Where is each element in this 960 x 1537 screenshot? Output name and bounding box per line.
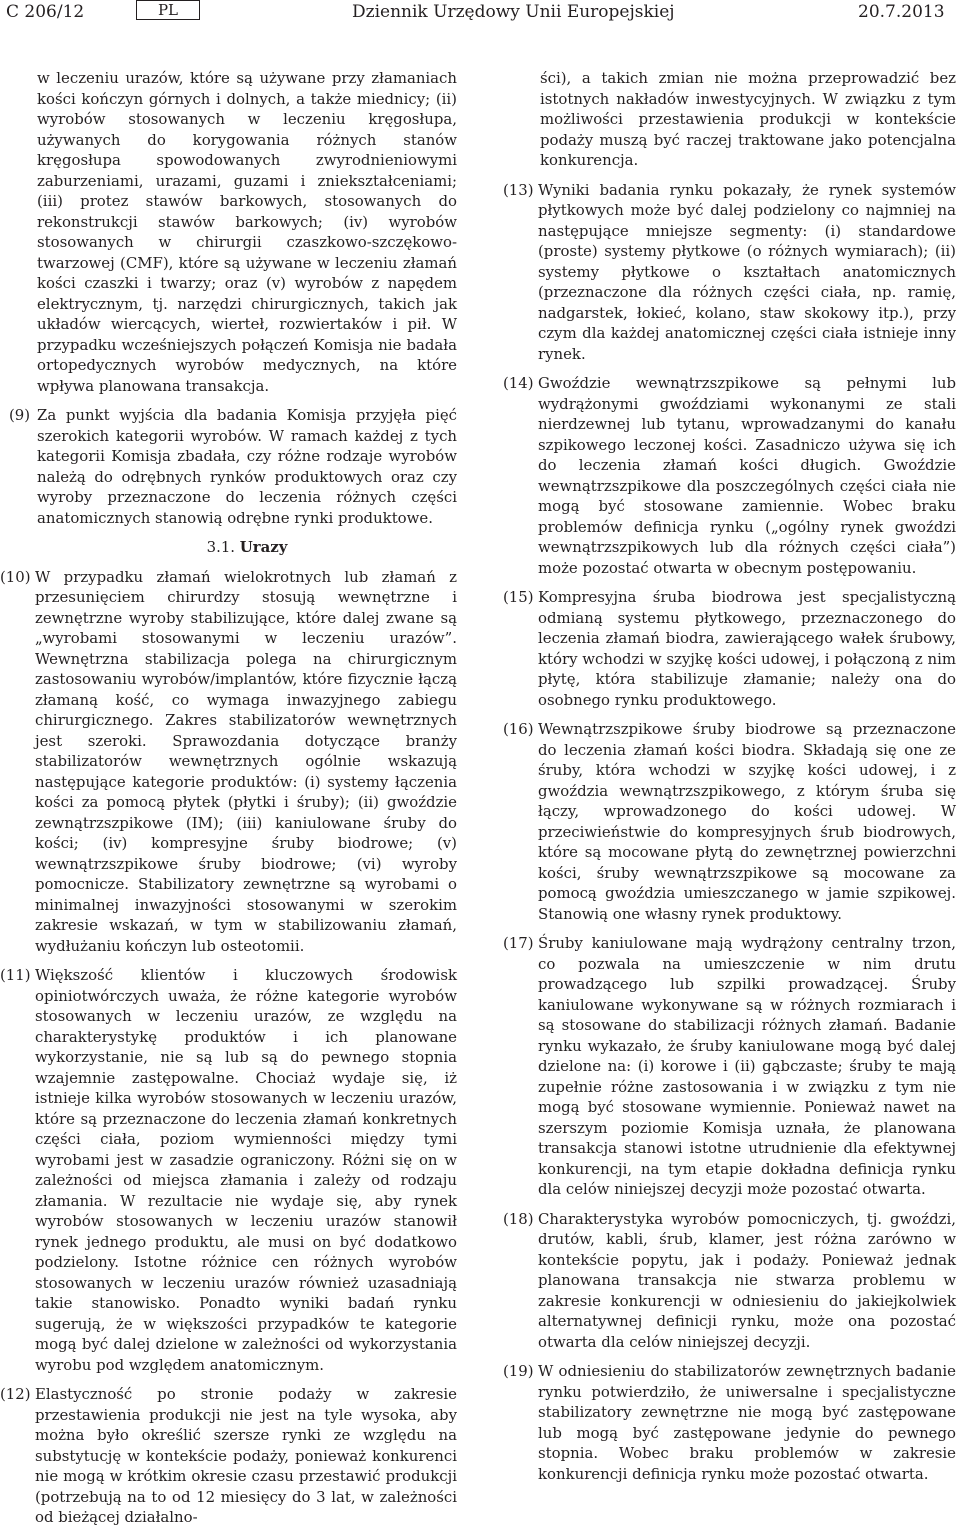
paragraph-number: (10) — [0, 567, 31, 586]
journal-title: Dziennik Urzędowy Unii Europejskiej — [352, 2, 675, 22]
paragraph-18 — [503, 1209, 956, 1353]
left-column — [0, 68, 457, 1537]
publication-date: 20.7.2013 — [858, 2, 945, 22]
paragraph-continuation: ści), a takich zmian nie można przeprowadzić bez istotnych nakładów inwestycyjnych. W związku z tym możliwości przestawienia produkcji w kontekście podaży muszą być raczej traktowane jako potencjalna konkurencja. — [540, 69, 956, 169]
paragraph-number: (15) — [503, 588, 534, 606]
paragraph-number: (13) — [503, 180, 534, 199]
paragraph-17 — [503, 933, 956, 1200]
page-number: C 206/12 — [6, 2, 85, 22]
paragraph-text: Elastyczność po stronie podaży w zakresie przestawienia produkcji nie jest na tyle wysoka, aby można było określić szersze rynki ze względu na substytucję w kontekście podaży, ponieważ konkurenci nie mogą w krótkim okresie czasu przestawić produkcji (potrzebują na to od 12 miesięcy do 3 lat, w zależności od bieżącej działalno- — [35, 1385, 457, 1526]
paragraph-text: Większość klientów i kluczowych środowisk opiniotwórczych uważa, że różne kategorie wyrobów stosowanych w leczeniu urazów, ze względu na charakterystykę produktów i ich planowane wykorzystanie, nie są lub są do pewnego stopnia wzajemnie zastępowalne. Chociaż wydaje się, iż istnieje kilka wyrobów stosowanych w leczeniu urazów, które są przeznaczone do leczenia złamań konkretnych części ciała, poziom wymienności między tymi wyrobami jest w zasadzie ograniczony. Różni się on w zależności od miejsca złamania i zależy od rodzaju złamania. W rezultacie nie wydaje się, aby rynek wyrobów stosowanych w leczeniu urazów stanowił rynek jednego produktu, ale musi on być dodatkowo podzielony. Istotne różnice cen różnych wyrobów stosowanych w leczeniu urazów również uzasadniają takie stanowisko. Ponadto wyniki badań rynku sugerują, że w większości przypadków te kategorie mogą być dalej dzielone w zależności od wykorzystania wyrobu pod względem anatomicznym. — [35, 966, 457, 1374]
paragraph-number: (11) — [0, 966, 31, 984]
paragraph-19 — [503, 1361, 956, 1484]
paragraph-15 — [503, 587, 956, 710]
paragraph-number: (12) — [0, 1385, 31, 1403]
paragraph-number: (18) — [503, 1209, 534, 1228]
paragraph-9 — [9, 405, 457, 528]
paragraph-number: (9) — [9, 406, 31, 424]
paragraph-11 — [0, 965, 457, 1375]
paragraph-13 — [503, 180, 956, 365]
paragraph-number: (17) — [503, 934, 534, 952]
paragraph-text: Śruby kaniulowane mają wydrążony centralny trzon, co pozwala na umieszczenie w nim drutu prowadzącego lub szpilki prowadzącej. Śruby kaniulowane wykonywane są w różnych rozmiarach i są stosowane do stabilizacji różnych złamań. Badanie rynku wykazało, że śruby kaniulowane mogą być dalej dzielone na: (i) korowe i (ii) gąbczaste; śruby te mają zupełnie różne zastosowania i w związku z tym nie mogą być stosowane wymiennie. Ponieważ nawet na szerszym poziomie Komisja uznała, że planowana transakcja stanowi istotne utrudnienie dla efektywnej konkurencji, na tym etapie dokładna definicja rynku dla celów niniejszej decyzji może pozostać otwarta. — [538, 934, 956, 1198]
section-title: Urazy — [239, 538, 288, 556]
language-badge: PL — [136, 0, 200, 20]
paragraph-10 — [0, 567, 457, 957]
paragraph-12 — [0, 1384, 457, 1528]
right-column — [503, 68, 956, 1493]
paragraph-text: Gwoździe wewnątrzszpikowe są pełnymi lub wydrążonymi gwoździami wykonanymi ze stali nierdzewnej lub tytanu, wprowadzanymi do kanału szpikowego leczonej kości. Zasadniczo używa się ich do leczenia złamań kości długich. Gwoździe wewnątrzszpikowe dla poszczególnych części ciała nie mogą być stosowane zamiennie. Wobec braku problemów definicja rynku („ogólny rynek gwoździ wewnątrzszpikowych lub dla różnych części ciała”) może pozostać otwarta w obecnym postępowaniu. — [538, 374, 956, 577]
section-number: 3.1. — [206, 538, 236, 556]
paragraph-intro: w leczeniu urazów, które są używane przy złamaniach kości kończyn górnych i dolnych, a także miednicy; (ii) wyrobów stosowanych w leczeniu kręgosłupa, używanych do korygowania różnych stanów kręgosłupa spowodowanych zwyrodnieniowymi zaburzeniami, urazami, guzami i zniekształceniami; (iii) protez stawów barkowych, stosowanych do rekonstrukcji stawów barkowych; (iv) wyrobów stosowanych w chirurgii czaszkowo-szczękowo-twarzowej (CMF), które są używane w leczeniu złamań kości czaszki i twarzy; oraz (v) wyrobów z napędem elektrycznym, tj. narzędzi chirurgicznych, takich jak układów wiercących, wierteł, rozwiertaków i pił. W przypadku wcześniejszych połączeń Komisja nie badała ortopedycznych wyrobów medycznych, na które wpływa planowana transakcja. — [37, 69, 457, 395]
page-header — [0, 0, 960, 30]
section-heading — [37, 537, 457, 558]
paragraph-text: W odniesieniu do stabilizatorów zewnętrznych badanie rynku potwierdziło, że uniwersalne i specjalistyczne stabilizatory zewnętrzne nie mogą być zastępowane lub mogą być zastępowane jedynie do pewnego stopnia. Wobec braku problemów w zakresie konkurencji definicja rynku może pozostać otwarta. — [538, 1362, 956, 1483]
paragraph-number: (19) — [503, 1362, 534, 1380]
paragraph-text: Za punkt wyjścia dla badania Komisja przyjęła pięć szerokich kategorii wyrobów. W ramach każdej z tych kategorii Komisja zbadała, czy różne rodzaje wyrobów należą do odrębnych rynków produktowych oraz czy wyroby przeznaczone do leczenia różnych części anatomicznych stanowią odrębne rynki produktowe. — [37, 406, 457, 527]
paragraph-number: (16) — [503, 720, 534, 738]
paragraph-text: Kompresyjna śruba biodrowa jest specjalistyczną odmianą systemu płytkowego, przeznaczonego do leczenia złamań biodra, zawierającego wałek śrubowy, który wchodzi w szyjkę kości udowej, i połączoną z nim płytę, która stabilizuje złamanie; należy ona do osobnego rynku produktowego. — [538, 588, 956, 709]
paragraph-text: Wyniki badania rynku pokazały, że rynek systemów płytkowych może być dalej podzielony co najmniej na następujące mniejsze segmenty: (i) standardowe (proste) systemy płytkowe (o różnych wymiarach); (ii) systemy płytkowe o kształtach anatomicznych (przeznaczone dla różnych części ciała, np. ramię, nadgarstek, łokieć, kolano, staw skokowy itp.), przy czym dla każdej anatomicznej części ciała istnieje inny rynek. — [538, 180, 956, 363]
paragraph-text: W przypadku złamań wielokrotnych lub złamań z przesunięciem chirurdzy stosują wewnętrzne i zewnętrzne wyroby stabilizujące, które dalej zwane są „wyrobami stosowanymi w leczeniu urazów”. Wewnętrzna stabilizacja polega na chirurgicznym zastosowaniu wyrobów/implantów, które fizycznie łączą złamaną kość, co wymaga inwazyjnego zabiegu chirurgicznego. Zakres stabilizatorów wewnętrznych jest szeroki. Sprawozdania dotyczące branży stabilizatorów wewnętrznych ogólnie wskazują następujące kategorie produktów: (i) systemy łączenia kości za pomocą płytek (płytki i śruby); (ii) gwoździe zewnątrzszpikowe (IM); (iii) kaniulowane śruby do kości; (iv) kompresyjne śruby biodrowe; (v) wewnątrzszpikowe śruby biodrowe; (vi) wyroby pomocnicze. Stabilizatory zewnętrzne są wyrobami o minimalnej inwazyjności stosowanymi w szerokim zakresie wskazań, w tym w stabilizowaniu złamań, wydłużaniu kończyn lub osteotomii. — [35, 567, 457, 955]
paragraph-number: (14) — [503, 374, 534, 392]
paragraph-16 — [503, 719, 956, 924]
paragraph-14 — [503, 373, 956, 578]
paragraph-text: Wewnątrzszpikowe śruby biodrowe są przeznaczone do leczenia złamań kości biodra. Składają się one ze śruby, która wchodzi w szyjkę kości udowej, i z gwoździa wewnątrzszpikowego, z którym śruba się łączy, wprowadzonego do kości udowej. W przeciwieństwie do kompresyjnych śrub biodrowych, które są mocowane płytą do zewnętrznej powierzchni kości, śruby wewnątrzszpikowe są mocowane za pomocą gwoździa umieszczanego w jamie szpikowej. Stanowią one własny rynek produktowy. — [538, 720, 956, 923]
paragraph-text: Charakterystyka wyrobów pomocniczych, tj. gwoździ, drutów, kabli, śrub, klamer, jest różna zarówno w kontekście popytu, jak i podaży. Ponieważ jednak planowana transakcja nie stwarza problemu w zakresie konkurencji w odniesieniu do jakiejkolwiek alternatywnej definicji rynku, może ona pozostać otwarta dla celów niniejszej decyzji. — [538, 1209, 956, 1351]
